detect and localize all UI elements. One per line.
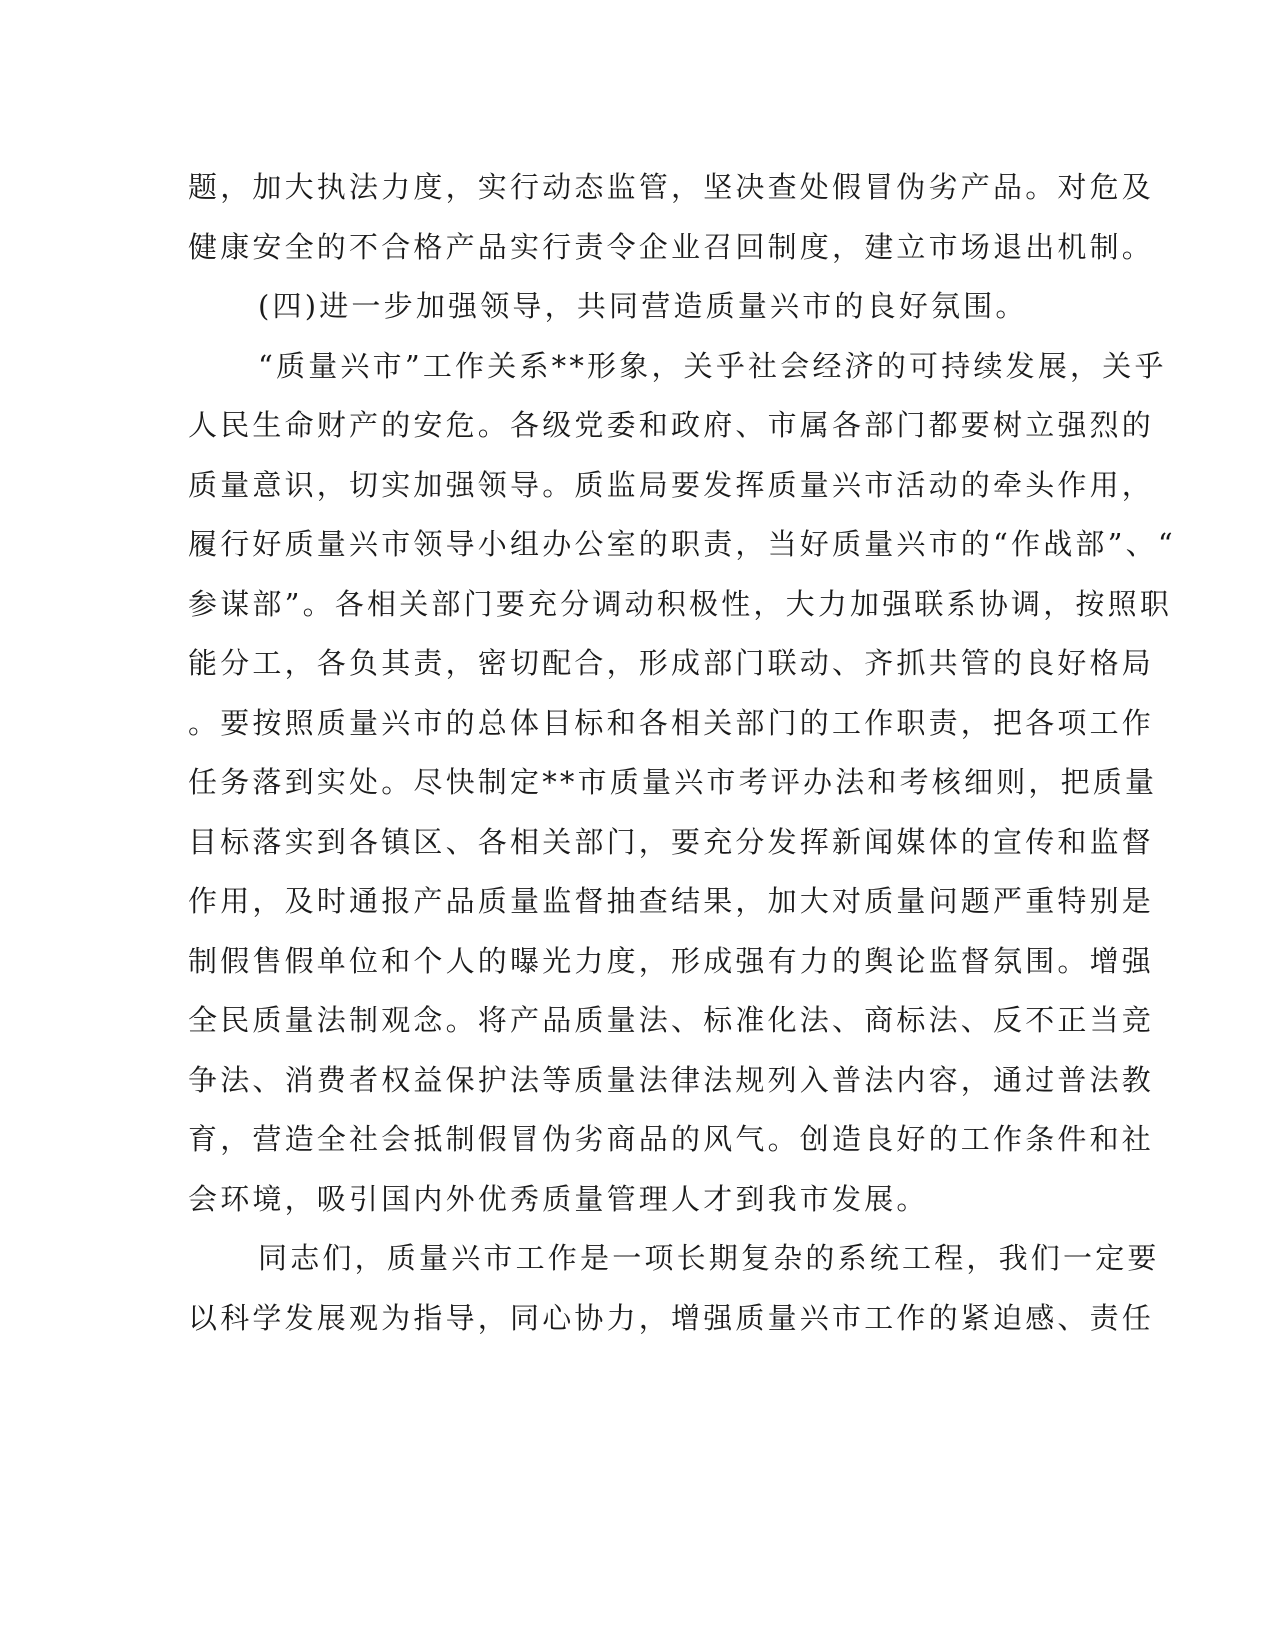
text-line: 能分工，各负其责，密切配合，形成部门联动、齐抓共管的良好格局: [188, 646, 1155, 680]
text-line: 会环境，吸引国内外优秀质量管理人才到我市发展。: [188, 1181, 929, 1216]
text-line: 以科学发展观为指导，同心协力，增强质量兴市工作的紧迫感、责任: [188, 1300, 1155, 1335]
text-line: 人民生命财产的安危。各级党委和政府、市属各部门都要树立强烈的: [188, 408, 1155, 442]
text-line: 任务落到实处。尽快制定**市质量兴市考评办法和考核细则，把质量: [188, 765, 1158, 799]
text-line: 参谋部”。各相关部门要充分调动积极性，大力加强联系协调，按照职: [188, 586, 1173, 621]
text-line: 同志们，质量兴市工作是一项长期复杂的系统工程，我们一定要: [258, 1241, 1160, 1275]
text-line: 全民质量法制观念。将产品质量法、标准化法、商标法、反不正当竞: [188, 1003, 1155, 1037]
text-line: 质量意识，切实加强领导。质监局要发挥质量兴市活动的牵头作用，: [188, 467, 1155, 502]
text-line: 作用，及时通报产品质量监督抽查结果，加大对质量问题严重特别是: [188, 884, 1155, 918]
document-body: [188, 158, 1176, 1348]
text-line: 健康安全的不合格产品实行责令企业召回制度，建立市场退出机制。: [188, 229, 1155, 264]
text-line: 争法、消费者权益保护法等质量法律法规列入普法内容，通过普法教: [188, 1062, 1155, 1097]
text-line: 制假售假单位和个人的曝光力度，形成强有力的舆论监督氛围。增强: [188, 943, 1155, 978]
text-line: 育，营造全社会抵制假冒伪劣商品的风气。创造良好的工作条件和社: [188, 1122, 1155, 1156]
text-line: 履行好质量兴市领导小组办公室的职责，当好质量兴市的“作战部”、“: [188, 527, 1176, 561]
text-line: 目标落实到各镇区、各相关部门，要充分发挥新闻媒体的宣传和监督: [188, 824, 1155, 859]
section-heading: (四)进一步加强领导，共同营造质量兴市的良好氛围。: [258, 289, 1028, 323]
text-line: 。要按照质量兴市的总体目标和各相关部门的工作职责，把各项工作: [188, 705, 1155, 740]
text-line: “质量兴市”工作关系**形象，关乎社会经济的可持续发展，关乎: [258, 348, 1167, 383]
text-line: 题，加大执法力度，实行动态监管，坚决查处假冒伪劣产品。对危及: [188, 170, 1155, 204]
